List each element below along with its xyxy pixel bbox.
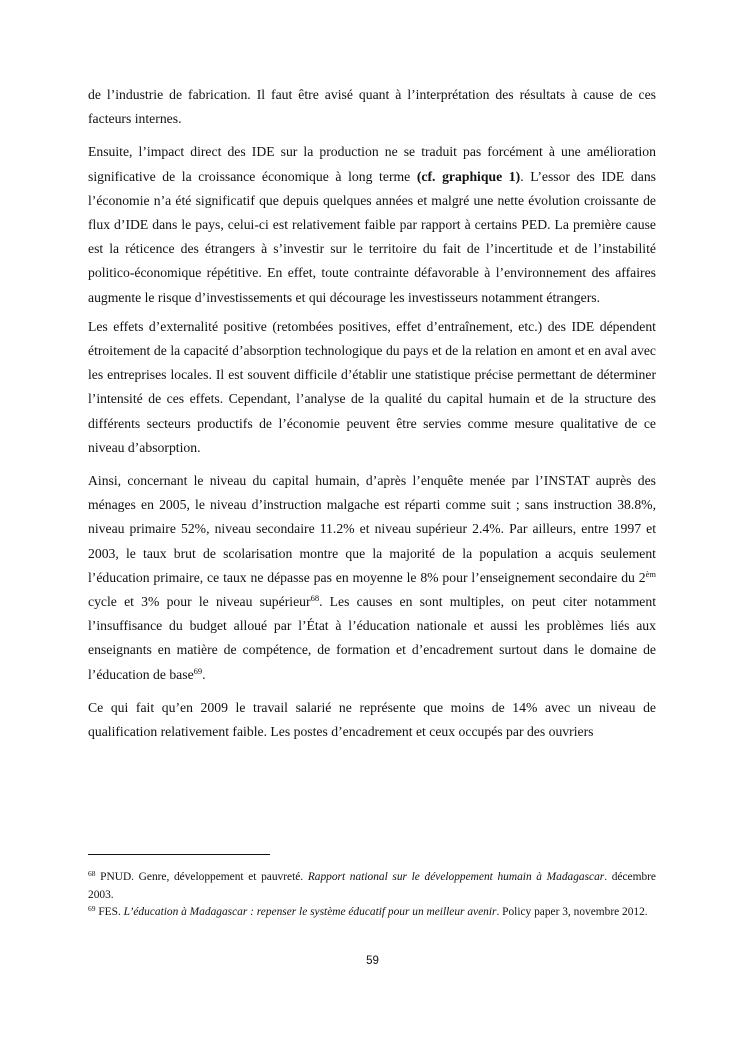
footnotes xyxy=(88,869,656,922)
graph-reference: (cf. graphique 1) xyxy=(416,168,521,184)
footnote-separator xyxy=(88,854,270,855)
page-number: 59 xyxy=(366,955,379,967)
paragraph-2 xyxy=(88,140,656,309)
footnote-ref-69: 69 xyxy=(193,665,203,676)
ordinal-superscript: èm xyxy=(645,568,656,579)
paragraph-4-text-c: . Les causes en sont multiples, on peut citer notamment l’insuffisance du budget alloué par l’État à l’éducation nationale et aussi les problèmes liés aux enseignants en matière de compétence, de formation et d’encadrement surtout dans le domaine de l’éducation de base xyxy=(88,594,656,682)
paragraph-4-text-d: . xyxy=(202,666,206,682)
paragraph-4-text-b: cycle et 3% pour le niveau supérieur xyxy=(88,594,311,610)
footnote-text-end: . décembre 2003. xyxy=(88,871,656,901)
footnote-number: 68 xyxy=(88,869,96,878)
footnote-title: Rapport national sur le développement humain à Madagascar xyxy=(307,871,605,883)
paragraph-4-text-a: Ainsi, concernant le niveau du capital humain, d’après l’enquête menée par l’INSTAT auprès des ménages en 2005, le niveau d’instruction malgache est réparti comme suit ; sans instruction 38.8%, niveau primaire 52%, niveau secondaire 11.2% et niveau supérieur 2.4%. Par ailleurs, entre 1997 et 2003, le taux brut de scolarisation montre que la majorité de la population a acquis seulement l’éducation primaire, ce taux ne dépasse pas en moyenne le 8% pour l’enseignement secondaire du 2 xyxy=(88,473,656,585)
paragraph-1: de l’industrie de fabrication. Il faut être avisé quant à l’interprétation des résultats à cause de ces facteurs internes. xyxy=(88,87,656,127)
footnote-68 xyxy=(88,869,656,904)
footnote-text: PNUD. Genre, développement et pauvreté. xyxy=(95,871,308,883)
body-text xyxy=(88,83,656,753)
paragraph-2-text-a: Ensuite, l’impact direct des IDE sur la production ne se traduit pas forcément à une amélioration significative de la croissance économique à long terme xyxy=(88,144,656,184)
footnote-ref-68: 68 xyxy=(310,593,320,604)
footnote-text-end: . Policy paper 3, novembre 2012. xyxy=(496,906,648,918)
paragraph-3: Les effets d’externalité positive (retombées positives, effet d’entraînement, etc.) des IDE dépendent étroitement de la capacité d’absorption technologique du pays et de la relation en amont et en aval avec les entreprises locales. Il est souvent difficile d’établir une statistique précise permettant de déterminer l’intensité de ces effets. Cependant, l’analyse de la qualité du capital humain et de la structure des différents secteurs productifs de l’économie peuvent être servies comme mesure qualitative de ce niveau d’absorption. xyxy=(88,318,656,455)
footnote-69 xyxy=(88,904,656,922)
footnote-text: FES. xyxy=(95,906,124,918)
footnote-number: 69 xyxy=(88,904,96,913)
paragraph-4 xyxy=(88,469,656,687)
footnote-title: L’éducation à Madagascar : repenser le système éducatif pour un meilleur avenir xyxy=(123,906,497,918)
paragraph-5: Ce qui fait qu’en 2009 le travail salarié ne représente que moins de 14% avec un niveau de qualification relativement faible. Les postes d’encadrement et ceux occupés par des ouvriers xyxy=(88,699,656,740)
paragraph-2-text-b: . L’essor des IDE dans l’économie n’a été significatif que depuis quelques années et malgré une nette évolution croissante de flux d’IDE dans le pays, celui-ci est relativement faible par rapport à certains PED. La première cause est la réticence des étrangers à s’investir sur le territoire du fait de l’incertitude et de l’instabilité politico-économique répétitive. En effet, toute contrainte défavorable à l’environnement des affaires augmente le risque d’investissements et qui décourage les investisseurs notamment étrangers. xyxy=(88,168,656,305)
